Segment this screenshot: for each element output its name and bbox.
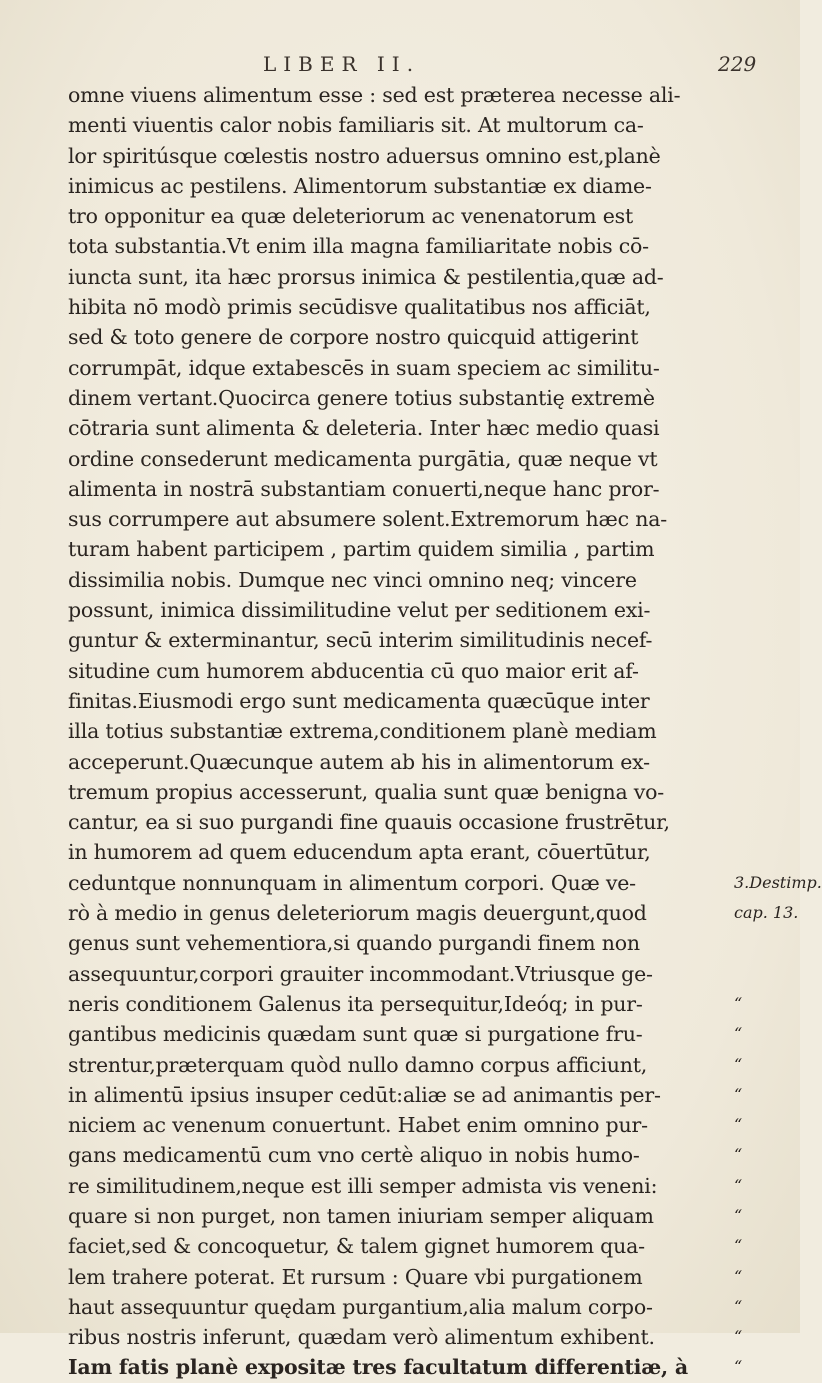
- text-line: dissimilia nobis. Dumque nec vinci omnino neq; vincere: [68, 567, 637, 592]
- margin-note: [734, 413, 800, 443]
- margin-note: [734, 383, 800, 413]
- margin-note: [734, 686, 800, 716]
- margin-note: [734, 565, 800, 595]
- margin-note: “: [734, 1205, 743, 1225]
- text-line: illa totius substantiæ extrema,conditionem planè mediam: [68, 719, 657, 744]
- text-line: guntur & exterminantur, secū interim similitudinis necef-: [68, 628, 653, 653]
- text-line: sed & toto genere de corpore nostro quicquid attigerint: [68, 325, 639, 350]
- text-line: assequuntur,corpori grauiter incommodant.Vtriusque ge-: [68, 961, 653, 986]
- margin-note: [734, 444, 800, 474]
- margin-note: [734, 504, 800, 534]
- margin-note: [734, 928, 800, 958]
- page-header: [0, 52, 800, 82]
- margin-note: “: [734, 1357, 743, 1377]
- margin-note: [734, 201, 800, 231]
- text-line: finitas.Eiusmodi ergo sunt medicamenta quæcūque inter: [68, 688, 650, 713]
- margin-note: [734, 80, 800, 110]
- margin-note: cap. 13.: [734, 903, 799, 923]
- text-line: genus sunt vehementiora,si quando purgandi finem non: [68, 931, 640, 956]
- page-number: 229: [718, 52, 757, 76]
- text-line: lor spiritúsque cœlestis nostro aduersus omnino est,planè: [68, 143, 661, 168]
- text-line: turam habent participem , partim quidem similia , partim: [68, 537, 655, 562]
- text-line: possunt, inimica dissimilitudine velut per seditionem exi-: [68, 598, 651, 623]
- text-line: tro opponitur ea quæ deleteriorum ac venenatorum est: [68, 204, 634, 229]
- margin-note: [734, 625, 800, 655]
- text-line: menti viuentis calor nobis familiaris sit. At multorum ca-: [68, 113, 644, 138]
- text-line: omne viuens alimentum esse : sed est præterea necesse ali-: [68, 83, 681, 107]
- text-line: inimicus ac pestilens. Alimentorum substantiæ ex diame-: [68, 173, 652, 198]
- text-line: ceduntque nonnunquam in alimentum corpori. Quæ ve-: [68, 870, 636, 895]
- text-line: niciem ac venenum conuertunt. Habet enim omnino pur-: [68, 1113, 648, 1138]
- margin-note: [734, 656, 800, 686]
- margin-note: [734, 807, 800, 837]
- margin-note: [734, 292, 800, 322]
- text-line: cantur, ea si suo purgandi fine quauis occasione frustrētur,: [68, 810, 670, 835]
- margin-note: [734, 959, 800, 989]
- text-line: acceperunt.Quæcunque autem ab his in alimentorum ex-: [68, 749, 650, 774]
- margin-note: [734, 837, 800, 867]
- margin-note: “: [734, 993, 743, 1013]
- margin-note: “: [734, 1024, 743, 1044]
- margin-note: [734, 474, 800, 504]
- margin-note: “: [734, 1296, 743, 1316]
- text-line: sus corrumpere aut absumere solent.Extremorum hæc na-: [68, 507, 667, 532]
- margin-note: [734, 262, 800, 292]
- text-line: alimenta in nostrā substantiam conuerti,neque hanc pror-: [68, 476, 660, 501]
- margin-note: [734, 141, 800, 171]
- margin-note: 3.Destimp.: [734, 872, 822, 892]
- margin-note: [734, 353, 800, 383]
- text-line: re similitudinem,neque est illi semper admista vis veneni:: [68, 1173, 658, 1198]
- margin-note: “: [734, 1327, 743, 1347]
- text-line: ordine consederunt medicamenta purgātia, quæ neque vt: [68, 446, 658, 471]
- text-line: in humorem ad quem educendum apta erant, cōuertūtur,: [68, 840, 651, 865]
- text-line: corrumpāt, idque extabescēs in suam speciem ac similitu-: [68, 355, 660, 380]
- margin-note: [734, 747, 800, 777]
- text-line: cōtraria sunt alimenta & deleteria. Inter hæc medio quasi: [68, 416, 660, 441]
- margin-note: “: [734, 1084, 743, 1104]
- text-line: tota substantia.Vt enim illa magna familiaritate nobis cō-: [68, 234, 649, 259]
- text-line: situdine cum humorem abducentia cū quo maior erit af-: [68, 658, 639, 683]
- margin-note: [734, 716, 800, 746]
- margin-note: “: [734, 1175, 743, 1195]
- text-line: ribus nostris inferunt, quædam verò alimentum exhibent.: [68, 1325, 655, 1350]
- margin-notes: [734, 80, 822, 1383]
- text-line: haut assequuntur quędam purgantium,alia malum corpo-: [68, 1294, 653, 1319]
- text-line: rò à medio in genus deleteriorum magis deuergunt,quod: [68, 901, 647, 926]
- text-line: neris conditionem Galenus ita persequitur,Ideóq; in pur-: [68, 991, 643, 1016]
- margin-note: [734, 534, 800, 564]
- text-line: gantibus medicinis quædam sunt quæ si purgatione fru-: [68, 1022, 643, 1047]
- margin-note: [734, 110, 800, 140]
- text-line: faciet,sed & concoquetur, & talem gignet humorem qua-: [68, 1234, 645, 1259]
- margin-note: [734, 231, 800, 261]
- text-line: hibita nō modò primis secūdisve qualitatibus nos afficiāt,: [68, 295, 651, 320]
- text-line: gans medicamentū cum vno certè aliquo in nobis humo-: [68, 1143, 640, 1168]
- text-line: Iam fatis planè expositæ tres facultatum differentiæ, à: [68, 1355, 688, 1380]
- margin-note: “: [734, 1115, 743, 1135]
- margin-note: “: [734, 1145, 743, 1165]
- body-text: [68, 80, 728, 1383]
- text-line: tremum propius accesserunt, qualia sunt quæ benigna vo-: [68, 779, 665, 804]
- margin-note: [734, 322, 800, 352]
- running-head: LIBER II.: [263, 52, 421, 76]
- margin-note: [734, 777, 800, 807]
- text-line: strentur,præterquam quòd nullo damno corpus afficiunt,: [68, 1052, 648, 1077]
- margin-note: [734, 595, 800, 625]
- text-line: quare si non purget, non tamen iniuriam semper aliquam: [68, 1203, 654, 1228]
- text-line: iuncta sunt, ita hæc prorsus inimica & pestilentia,quæ ad-: [68, 264, 664, 289]
- margin-note: “: [734, 1236, 743, 1256]
- margin-note: “: [734, 1054, 743, 1074]
- text-line: lem trahere poterat. Et rursum : Quare vbi purgationem: [68, 1264, 643, 1289]
- margin-note: [734, 171, 800, 201]
- text-line: dinem vertant.Quocirca genere totius substantię extremè: [68, 385, 655, 410]
- margin-note: “: [734, 1266, 743, 1286]
- text-line: in alimentū ipsius insuper cedūt:aliæ se ad animantis per-: [68, 1082, 661, 1107]
